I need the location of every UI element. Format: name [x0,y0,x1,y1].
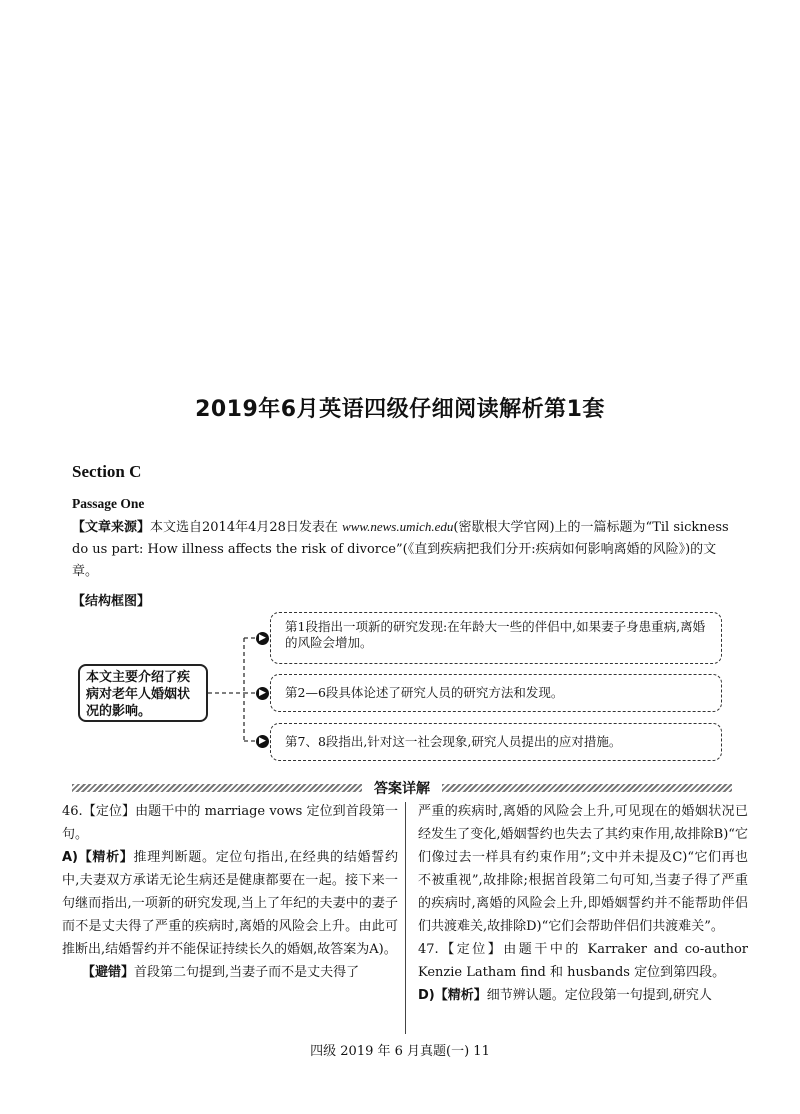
answers-divider [72,780,732,796]
q46-avoid-continued: 严重的疾病时,离婚的风险会上升,可见现在的婚姻状况已经发生了变化,婚姻誓约也失去了其约束作用,故排除B)“它们像过去一样具有约束作用”;文中并未提及C)“它们再也不被重视”,故排除;根据首段第二句可知,当妻子得了严重的疾病时,离婚的风险会上升,即婚姻誓约并不能帮助伴侣们共渡难关,故排除D)“它们会帮助伴侣们共渡难关”。 [418,804,748,934]
summary-box: 本文主要介绍了疾病对老年人婚姻状况的影响。 [78,664,208,722]
source-url: www.news.umich.edu [342,519,454,534]
structure-branch-3: 第7、8段指出,针对这一社会现象,研究人员提出的应对措施。 [270,723,722,761]
answers-heading: 答案详解 [374,781,430,797]
answers-right-column [418,800,748,1007]
article-source [72,516,732,583]
q46-analysis [62,846,398,961]
q47-analysis [418,984,748,1007]
q46-locate: 46.【定位】由题干中的 marriage vows 定位到首段第一句。 [62,804,398,842]
passage-heading: Passage One [72,496,145,511]
structure-label: 【结构框图】 [72,594,151,609]
q46-avoid [62,961,398,984]
arrow-right-icon: ▶ [256,687,269,700]
arrow-right-icon: ▶ [256,632,269,645]
structure-branch-1: 第1段指出一项新的研究发现:在年龄大一些的伴侣中,如果妻子身患重病,离婚的风险会增加。 [270,612,722,664]
source-text-after-url: (密歇根大学官网)上的一篇标题为“Til sickness do us part: How illness affects the risk of divorce”(《直到疾病把我们分开:疾病如何影响离婚的风险》)的文章。 [72,520,729,579]
q46-analysis-tag: A)【精析】 [62,850,134,865]
column-separator [405,802,406,1034]
q47-analysis-tag: D)【精析】 [418,988,487,1003]
q46-analysis-text: 推理判断题。定位句指出,在经典的结婚誓约中,夫妻双方承诺无论生病还是健康都要在一起。接下来一句继而指出,一项新的研究发现,当上了年纪的夫妻中的妻子而不是丈夫得了严重的疾病时,离婚的风险会上升。由此可推断出,结婚誓约并不能保证持续长久的婚姻,故答案为A)。 [62,850,398,957]
section-heading: Section C [72,462,142,481]
q46-avoid-text: 首段第二句提到,当妻子而不是丈夫得了 [134,965,360,980]
structure-branch-2: 第2—6段具体论述了研究人员的研究方法和发现。 [270,674,722,712]
q46-avoid-tag: 【避错】 [82,965,135,980]
arrow-right-icon: ▶ [256,735,269,748]
answers-left-column [62,800,398,984]
source-tag: 【文章来源】 [72,520,151,535]
q47-analysis-text: 细节辨认题。定位段第一句提到,研究人 [486,988,712,1003]
page-title: 2019年6月英语四级仔细阅读解析第1套 [195,397,605,422]
page-footer: 四级 2019 年 6 月真题(一) 11 [310,1044,490,1059]
source-text-before-url: 本文选自2014年4月28日发表在 [150,520,338,535]
q47-locate: 47.【定位】由题干中的 Karraker and co-author Kenzie Latham find 和 husbands 定位到第四段。 [418,942,748,980]
